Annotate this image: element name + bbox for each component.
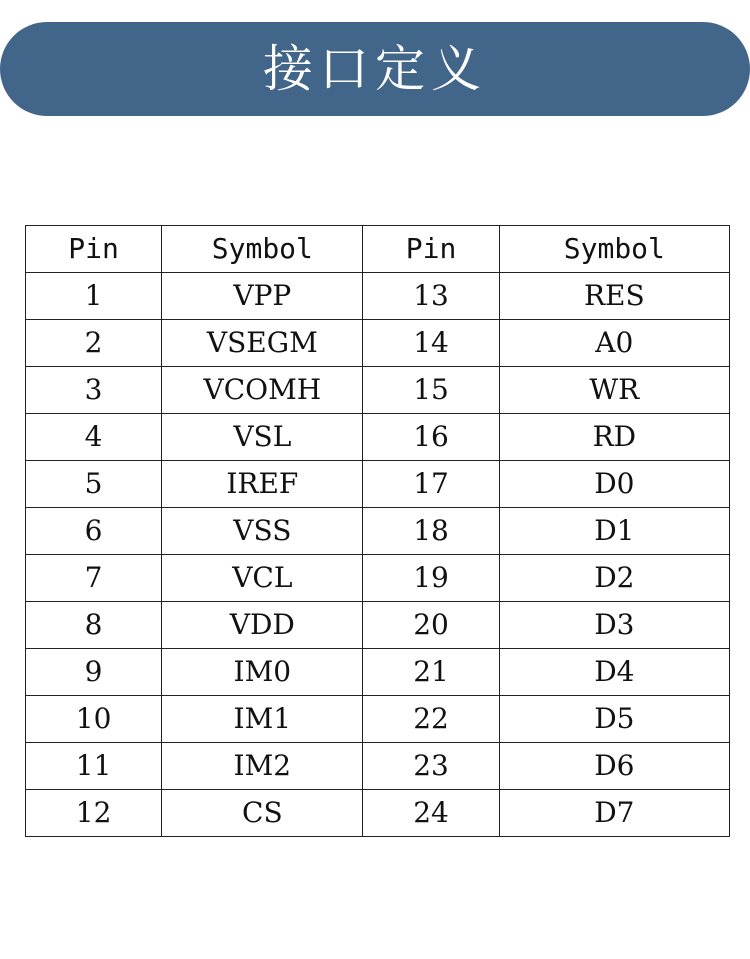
pin-number: 17 [363, 461, 499, 508]
header-pin: Pin [363, 226, 499, 273]
pin-number: 20 [363, 602, 499, 649]
pin-number: 6 [26, 508, 162, 555]
pin-symbol: A0 [499, 320, 729, 367]
table-row [26, 320, 730, 367]
pin-number: 5 [26, 461, 162, 508]
pin-number: 15 [363, 367, 499, 414]
pin-symbol: VDD [162, 602, 363, 649]
pin-number: 23 [363, 743, 499, 790]
pin-symbol: VPP [162, 273, 363, 320]
pin-number: 21 [363, 649, 499, 696]
pin-symbol: VSEGM [162, 320, 363, 367]
pin-symbol: IREF [162, 461, 363, 508]
pin-number: 18 [363, 508, 499, 555]
table-row [26, 790, 730, 837]
pin-number: 8 [26, 602, 162, 649]
table-row [26, 461, 730, 508]
table-header-row [26, 226, 730, 273]
pin-symbol: D5 [499, 696, 729, 743]
pin-number: 7 [26, 555, 162, 602]
pin-symbol: D2 [499, 555, 729, 602]
pin-symbol: VCL [162, 555, 363, 602]
table-row [26, 696, 730, 743]
pin-symbol: VCOMH [162, 367, 363, 414]
pin-symbol: D1 [499, 508, 729, 555]
table-row [26, 367, 730, 414]
pin-symbol: WR [499, 367, 729, 414]
pin-number: 16 [363, 414, 499, 461]
pin-symbol: D6 [499, 743, 729, 790]
pin-symbol: D4 [499, 649, 729, 696]
pin-symbol: CS [162, 790, 363, 837]
pin-symbol: IM1 [162, 696, 363, 743]
pin-number: 24 [363, 790, 499, 837]
header-pin: Pin [26, 226, 162, 273]
pin-number: 19 [363, 555, 499, 602]
pin-symbol: VSS [162, 508, 363, 555]
pin-definition-table [25, 225, 730, 837]
pin-symbol: RD [499, 414, 729, 461]
pin-number: 13 [363, 273, 499, 320]
pin-symbol: D3 [499, 602, 729, 649]
pin-number: 1 [26, 273, 162, 320]
pin-number: 3 [26, 367, 162, 414]
table-row [26, 555, 730, 602]
pin-number: 10 [26, 696, 162, 743]
pin-symbol: IM2 [162, 743, 363, 790]
page-title: 接口定义 [263, 40, 487, 98]
pin-symbol: D0 [499, 461, 729, 508]
table-row [26, 414, 730, 461]
pin-number: 9 [26, 649, 162, 696]
table-row [26, 649, 730, 696]
pin-symbol: D7 [499, 790, 729, 837]
pin-number: 12 [26, 790, 162, 837]
table-row [26, 273, 730, 320]
table-row [26, 743, 730, 790]
table-row [26, 508, 730, 555]
title-banner [0, 22, 750, 116]
pin-symbol: RES [499, 273, 729, 320]
pin-symbol: IM0 [162, 649, 363, 696]
pin-number: 22 [363, 696, 499, 743]
pin-number: 14 [363, 320, 499, 367]
pin-number: 4 [26, 414, 162, 461]
pin-number: 11 [26, 743, 162, 790]
pin-symbol: VSL [162, 414, 363, 461]
header-symbol: Symbol [499, 226, 729, 273]
header-symbol: Symbol [162, 226, 363, 273]
pin-number: 2 [26, 320, 162, 367]
table-row [26, 602, 730, 649]
